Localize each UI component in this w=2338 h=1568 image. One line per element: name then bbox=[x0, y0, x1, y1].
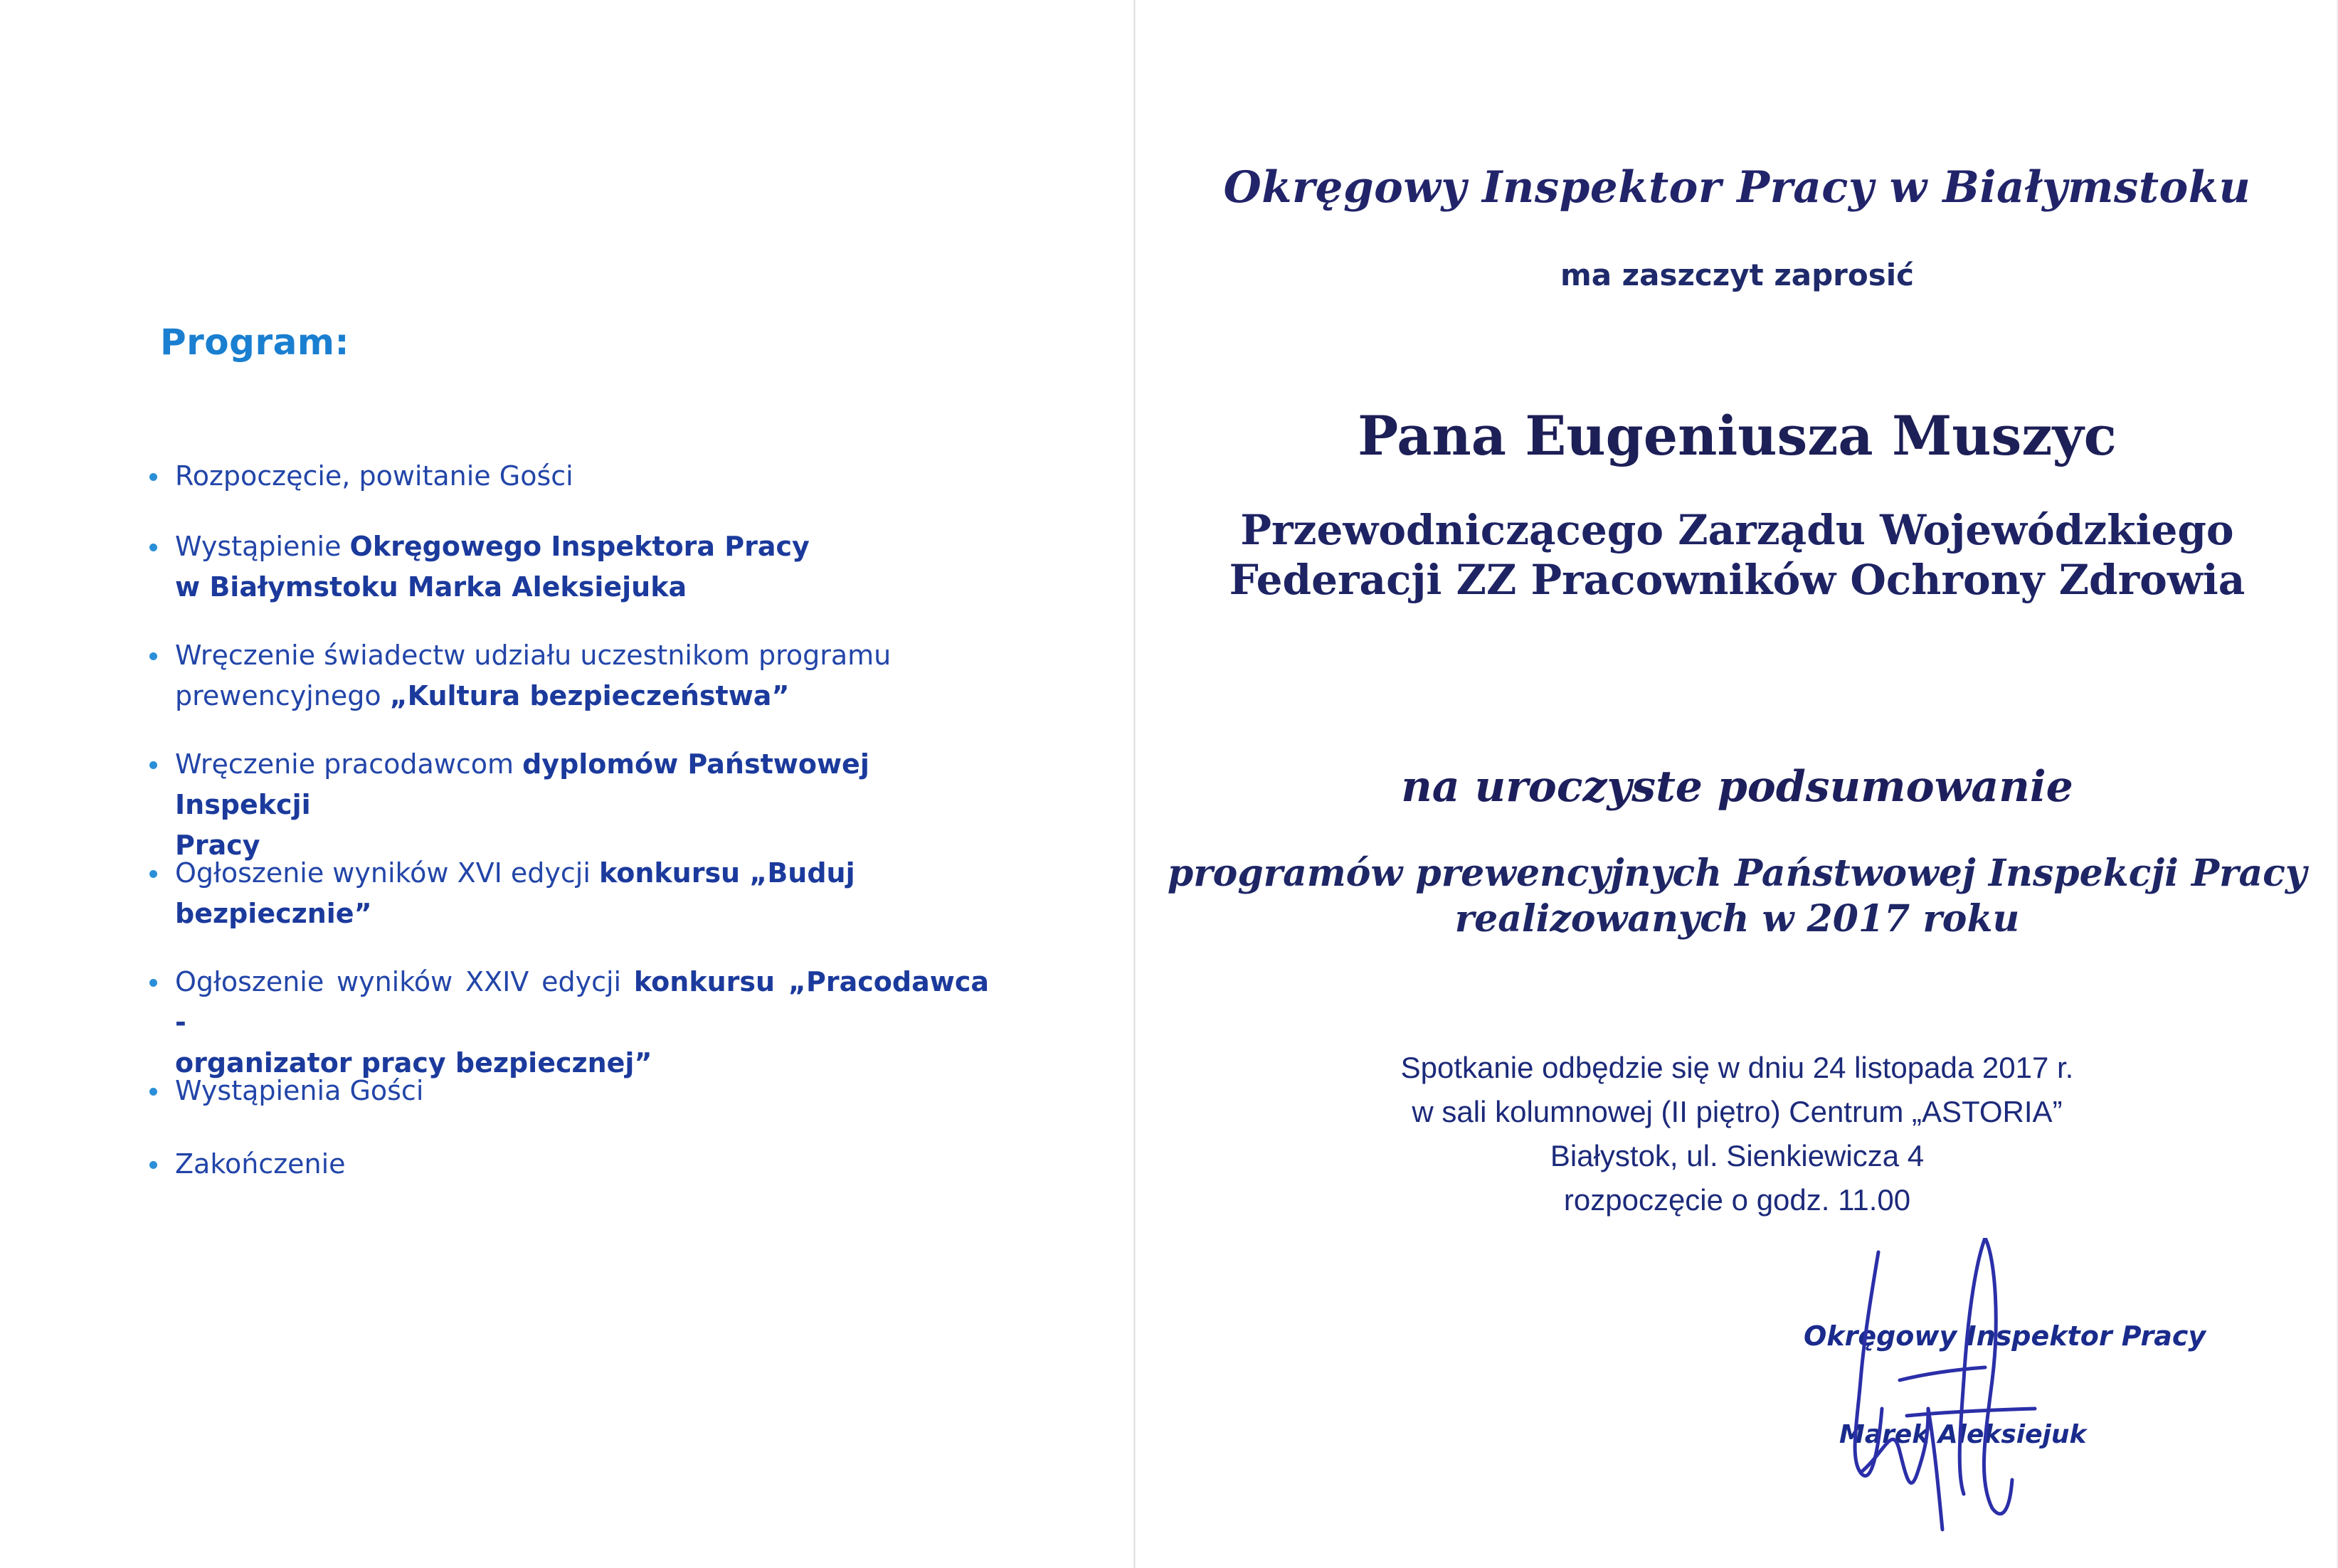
occasion-line-2: realizowanych w 2017 roku bbox=[1454, 897, 2020, 941]
program-item-text bbox=[175, 962, 989, 1084]
program-item bbox=[149, 744, 1003, 866]
program-item bbox=[149, 456, 1003, 497]
program-item-segment: Rozpoczęcie, powitanie Gości bbox=[175, 460, 573, 492]
program-item-emphasis: konkursu „Pracodawca - bbox=[175, 966, 989, 1038]
meeting-address: Białystok, ul. Sienkiewicza 4 bbox=[1550, 1139, 1925, 1172]
program-item-emphasis: dyplomów Państwowej Inspekcji bbox=[175, 748, 869, 820]
bullet-icon bbox=[149, 652, 157, 660]
occasion-line-1: programów prewencyjnych Państwowej Inspekcji Pracy bbox=[1167, 852, 2307, 895]
program-item-segment: Wystąpienie bbox=[175, 531, 350, 562]
program-item bbox=[149, 526, 1003, 608]
signatory-title: Okręgowy Inspektor Pracy bbox=[1804, 1320, 2206, 1352]
recipient-role-line-1: Przewodniczącego Zarządu Wojewódzkiego bbox=[1240, 506, 2234, 554]
program-item-emphasis: „Kultura bezpieczeństwa” bbox=[389, 680, 790, 711]
program-item-segment: Wystąpienia Gości bbox=[175, 1075, 424, 1106]
program-item-emphasis: konkursu „Buduj bbox=[598, 857, 855, 889]
program-item bbox=[149, 1071, 1003, 1111]
bullet-icon bbox=[149, 761, 157, 769]
inviter-title: Okręgowy Inspektor Pracy w Białymstoku bbox=[1223, 162, 2251, 213]
meeting-details bbox=[1136, 1046, 2338, 1222]
program-item-text bbox=[175, 1144, 1003, 1185]
occasion-subtitle bbox=[1136, 851, 2338, 942]
program-item-text bbox=[175, 635, 1003, 716]
program-item-text bbox=[175, 1071, 1003, 1111]
program-item bbox=[149, 853, 989, 934]
recipient-name: Pana Eugeniusza Muszyc bbox=[1358, 404, 2117, 467]
program-item-segment: Ogłoszenie wyników XVI edycji bbox=[175, 857, 599, 889]
program-item-segment: Ogłoszenie wyników XXIV edycji bbox=[175, 966, 634, 997]
program-item-text bbox=[175, 526, 1003, 608]
program-item-segment: Zakończenie bbox=[175, 1148, 346, 1180]
program-item-text bbox=[175, 456, 1003, 497]
program-item-emphasis: bezpiecznie” bbox=[175, 898, 372, 929]
recipient-role-line-2: Federacji ZZ Pracowników Ochrony Zdrowia bbox=[1229, 556, 2246, 604]
bullet-icon bbox=[149, 473, 157, 481]
bullet-icon bbox=[149, 979, 157, 987]
program-item-segment: prewencyjnego bbox=[175, 680, 390, 711]
program-item-segment: Wręczenie pracodawcom bbox=[175, 748, 523, 780]
program-item-segment: Wręczenie świadectw udziału uczestnikom programu bbox=[175, 640, 892, 671]
meeting-venue: w sali kolumnowej (II piętro) Centrum „ASTORIA” bbox=[1412, 1095, 2063, 1128]
bullet-icon bbox=[149, 1161, 157, 1169]
program-item-emphasis: w Białymstoku Marka Aleksiejuka bbox=[175, 571, 687, 603]
program-item-emphasis: Pracy bbox=[175, 830, 260, 861]
meeting-time: rozpoczęcie o godz. 11.00 bbox=[1563, 1183, 1911, 1217]
recipient-role bbox=[1136, 505, 2338, 605]
program-heading: Program: bbox=[160, 322, 349, 363]
program-item-text bbox=[175, 744, 1003, 866]
bullet-icon bbox=[149, 870, 157, 878]
occasion-title: na uroczyste podsumowanie bbox=[1401, 762, 2073, 812]
program-item bbox=[149, 635, 1003, 716]
program-item-text bbox=[175, 853, 989, 934]
program-item bbox=[149, 962, 989, 1084]
handwritten-signature bbox=[1821, 1238, 2120, 1537]
signatory-name: Marek Aleksiejuk bbox=[1839, 1420, 2087, 1449]
bullet-icon bbox=[149, 1088, 157, 1096]
program-item-emphasis: Okręgowego Inspektora Pracy bbox=[349, 531, 810, 562]
invite-line: ma zaszczyt zaprosić bbox=[1560, 258, 1915, 292]
meeting-date: Spotkanie odbędzie się w dniu 24 listopada 2017 r. bbox=[1400, 1051, 2074, 1084]
program-page bbox=[0, 0, 1135, 1568]
page-fold bbox=[1133, 0, 1136, 1568]
program-item bbox=[149, 1144, 1003, 1185]
bullet-icon bbox=[149, 544, 157, 551]
program-item-emphasis: organizator pracy bezpiecznej” bbox=[175, 1047, 652, 1079]
